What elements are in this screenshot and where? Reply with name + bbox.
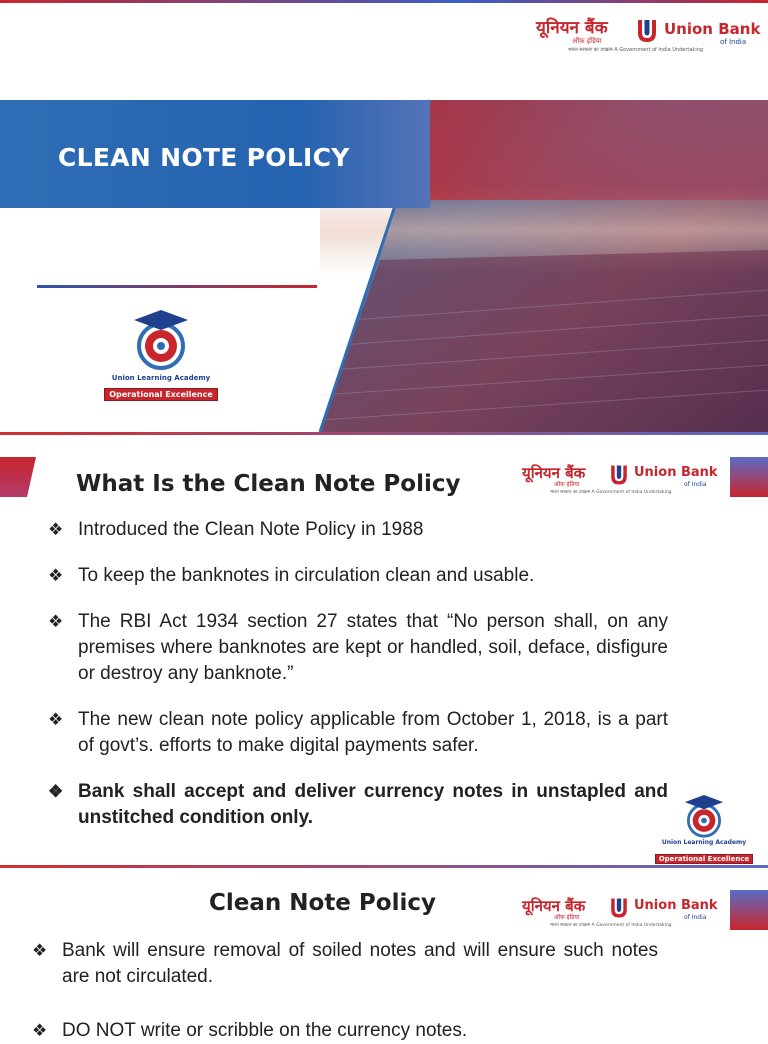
union-bank-emblem-icon	[632, 18, 662, 44]
academy-emblem-icon	[126, 310, 196, 372]
list-item: ❖ Bank will ensure removal of soiled notes and will ensure such notes are not circulated.	[32, 940, 658, 987]
top-accent-line	[0, 0, 768, 3]
union-bank-emblem-icon	[606, 896, 632, 920]
union-bank-emblem-icon	[606, 463, 632, 487]
list-item: ❖ Introduced the Clean Note Policy in 1988	[48, 517, 668, 543]
union-bank-logo: यूनियन बैंक ऑफ़ इंडिया Union Bank of India भारत सरकार का उपक्रम A Government of India Undertaking	[536, 18, 761, 53]
academy-emblem-icon	[678, 795, 730, 839]
academy-logo: Union Learning Academy Operational Excellence	[644, 795, 764, 865]
diamond-bullet-icon: ❖	[48, 710, 64, 729]
list-item: ❖ Bank shall accept and deliver currency notes in unstapled and unstitched condition only.	[48, 781, 668, 828]
diamond-bullet-icon: ❖	[48, 520, 64, 539]
union-bank-logo: यूनियन बैंक ऑफ़ इंडिया Union Bank of India भारत सरकार का उपक्रम A Government of India Undertaking	[522, 897, 718, 928]
diamond-bullet-icon: ❖	[32, 1021, 48, 1040]
diamond-bullet-icon: ❖	[48, 566, 64, 585]
corner-accent-right	[730, 890, 768, 930]
corner-accent-right	[730, 457, 768, 497]
union-bank-logo: यूनियन बैंक ऑफ़ इंडिया Union Bank of India भारत सरकार का उपक्रम A Government of India Undertaking	[522, 464, 718, 495]
title-divider	[37, 285, 317, 288]
diamond-bullet-icon: ❖	[32, 941, 48, 960]
corner-accent-left	[0, 457, 36, 497]
academy-logo: Union Learning Academy Operational Excellence	[96, 310, 226, 401]
slide-title: CLEAN NOTE POLICY	[58, 143, 350, 172]
slide-heading: What Is the Clean Note Policy	[76, 471, 461, 497]
diamond-bullet-icon: ❖	[48, 782, 64, 801]
list-item: ❖ The new clean note policy applicable from October 1, 2018, is a part of govt’s. efforts to make digital payments safer.	[48, 709, 668, 756]
title-slide	[0, 0, 768, 432]
list-item: ❖ To keep the banknotes in circulation clean and usable.	[48, 563, 668, 589]
diamond-bullet-icon: ❖	[48, 612, 64, 631]
slide-separator	[0, 432, 768, 435]
slide-heading: Clean Note Policy	[209, 890, 436, 916]
list-item: ❖ DO NOT write or scribble on the currency notes.	[32, 1018, 658, 1044]
bullet-list	[48, 517, 668, 831]
content-slide-1	[0, 437, 768, 865]
list-item: ❖ The RBI Act 1934 section 27 states that “No person shall, on any premises where banknotes are kept or handled, soil, deface, disfigure or destroy any banknote.”	[48, 611, 668, 684]
bullet-list	[32, 938, 658, 1044]
content-slide-2	[0, 868, 768, 1041]
